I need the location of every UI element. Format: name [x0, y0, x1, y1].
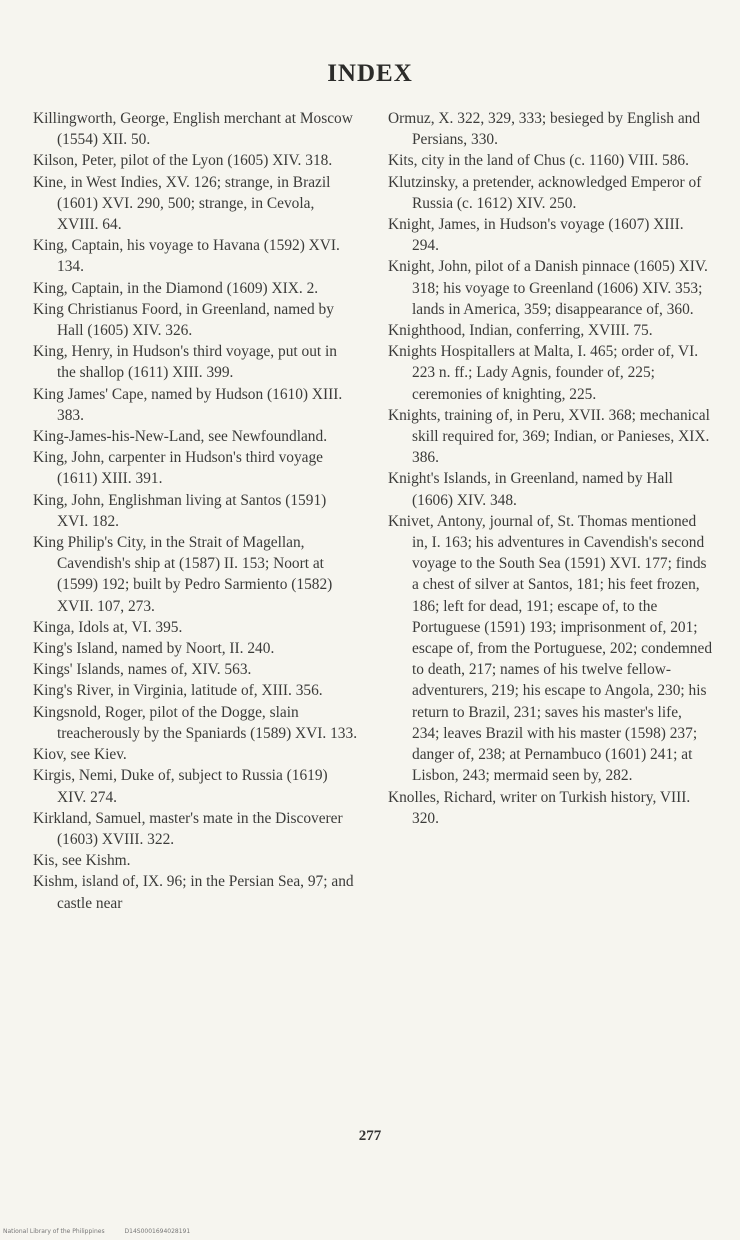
index-entry: Knighthood, Indian, conferring, XVIII. 75. — [388, 322, 653, 340]
index-entry: Knights Hospitallers at Malta, I. 465; order of, VI. 223 n. ff.; Lady Agnis, founder of, 225; ceremonies of knighting, 225. — [388, 343, 699, 403]
scan-footer — [3, 1228, 208, 1235]
index-entry: Kingsnold, Roger, pilot of the Dogge, slain treacherously by the Spaniards (1589) XVI. 133. — [33, 703, 358, 742]
index-entry: King, Captain, his voyage to Havana (1592) XVI. 134. — [33, 237, 340, 276]
index-entry: King, John, Englishman living at Santos (1591) XVI. 182. — [33, 491, 327, 530]
page-title: INDEX — [327, 60, 413, 87]
index-entry: Kine, in West Indies, XV. 126; strange, in Brazil (1601) XVI. 290, 500; strange, in Cevola, XVIII. 64. — [33, 173, 331, 234]
index-entry: Knights, training of, in Peru, XVII. 368; mechanical skill required for, 369; Indian, or Panieses, XIX. 386. — [388, 406, 710, 467]
page-number: 277 — [358, 1128, 382, 1144]
scan-code: D14S0001694028191 — [124, 1228, 191, 1235]
left-index-column — [33, 108, 358, 914]
index-entry: King-James-his-New-Land, see Newfoundland. — [33, 428, 328, 446]
index-entry: King Philip's City, in the Strait of Magellan, Cavendish's ship at (1587) II. 153; Noort at (1599) 192; built by Pedro Sarmiento (1582) XVII. 107, 273. — [33, 534, 333, 615]
index-entry: Kirkland, Samuel, master's mate in the Discoverer (1603) XVIII. 322. — [33, 809, 343, 848]
index-entry: Knivet, Antony, journal of, St. Thomas mentioned in, I. 163; his adventures in Cavendish's second voyage to the South Sea (1591) XVI. 177; finds a chest of silver at Santos, 181; his feet frozen, 186; left for dead, 191; escape of, to the Portuguese (1591) 193; imprisonment of, 201; escape of, from the Portuguese, 202; condemned to death, 217; names of his twelve fellow-adventurers, 219; his escape to Angola, 230; his return to Brazil, 231; saves his master's life, 234; leaves Brazil with his master (1598) 237; danger of, 238; at Pernambuco (1601) 241; at Lisbon, 243; mermaid seen by, 282. — [388, 512, 713, 785]
index-entry: Ormuz, X. 322, 329, 333; besieged by English and Persians, 330. — [388, 110, 701, 149]
index-entry: King James' Cape, named by Hudson (1610) XIII. 383. — [33, 385, 343, 424]
index-entry: Knolles, Richard, writer on Turkish history, VIII. 320. — [388, 788, 691, 827]
index-entry: Killingworth, George, English merchant at Moscow (1554) XII. 50. — [33, 110, 353, 149]
index-entry: Kinga, Idols at, VI. 395. — [33, 618, 183, 636]
index-entry: Knight, James, in Hudson's voyage (1607) XIII. 294. — [388, 216, 684, 255]
index-entry: Kilson, Peter, pilot of the Lyon (1605) XIV. 318. — [33, 152, 333, 170]
index-entry: Kings' Islands, names of, XIV. 563. — [33, 661, 252, 679]
index-entry: Kirgis, Nemi, Duke of, subject to Russia (1619) XIV. 274. — [33, 767, 328, 806]
index-entry: King Christianus Foord, in Greenland, named by Hall (1605) XIV. 326. — [33, 300, 334, 340]
right-index-column — [388, 108, 713, 829]
index-entry: Knight's Islands, in Greenland, named by Hall (1606) XIV. 348. — [388, 470, 673, 509]
index-entry: Klutzinsky, a pretender, acknowledged Emperor of Russia (c. 1612) XIV. 250. — [388, 173, 702, 212]
index-entry: King, John, carpenter in Hudson's third voyage (1611) XIII. 391. — [33, 449, 324, 488]
index-entry: Kishm, island of, IX. 96; in the Persian Sea, 97; and castle near — [33, 873, 354, 912]
index-entry: King, Henry, in Hudson's third voyage, put out in the shallop (1611) XIII. 399. — [33, 343, 338, 382]
library-credit: National Library of the Philippines — [3, 1228, 105, 1235]
index-entry: King's River, in Virginia, latitude of, XIII. 356. — [33, 682, 323, 700]
index-entry: Knight, John, pilot of a Danish pinnace (1605) XIV. 318; his voyage to Greenland (1606) XIV. 353; lands in America, 359; disappearance of, 360. — [388, 258, 708, 318]
index-entry: Kis, see Kishm. — [33, 852, 131, 870]
index-entry: King, Captain, in the Diamond (1609) XIX. 2. — [33, 279, 319, 297]
index-entry: King's Island, named by Noort, II. 240. — [33, 640, 275, 658]
index-entry: Kits, city in the land of Chus (c. 1160) VIII. 586. — [388, 152, 689, 170]
index-entry: Kiov, see Kiev. — [33, 746, 127, 764]
